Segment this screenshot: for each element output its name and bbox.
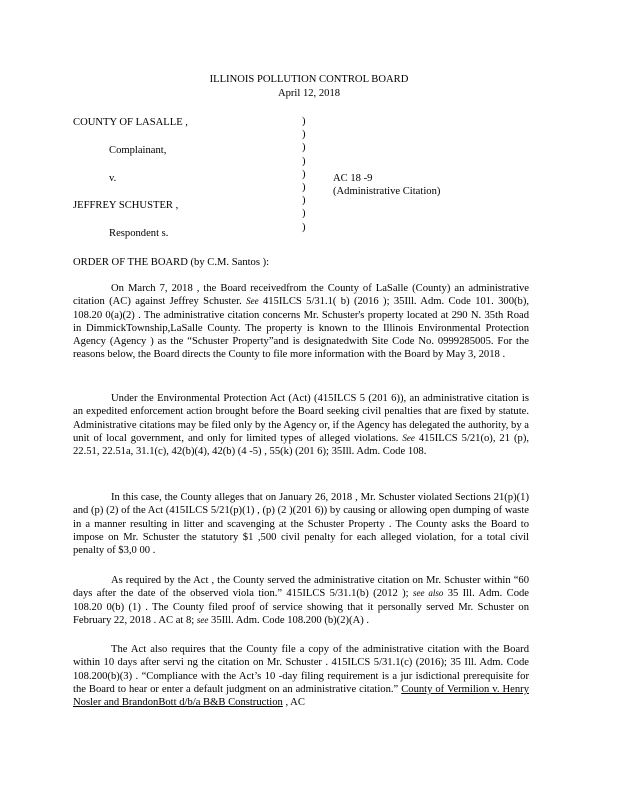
caption-paren: ) [302, 195, 306, 207]
caption-paren: ) [302, 129, 306, 141]
case-citation-dba: d/b/a B&B Construction [176, 697, 283, 709]
signal-see: see [196, 614, 209, 625]
text-run: The Act also requires that the County file a copy of the administrative citation with the Board within 10 days after servi ng the citation on Mr. Schuster . 415ILCS 5/31.1(c) (2016); 35 Ill. Adm. Code 108.200(b)(3) . “Compliance with the Act’s 10 -day filing requirement is a jur isdictional prerequisite for the Board to hear or enter a default judgment on an administrative citation.” [73, 644, 529, 695]
caption-paren: ) [302, 116, 306, 127]
signal-see: See [246, 296, 259, 307]
versus-label: v. [109, 173, 117, 184]
signal-see: See [402, 432, 415, 443]
text-run: 415ILCS 5/31.1( b) (2016 ); 35Ill. Adm. Code 101. 300(b), 108.20 0(a)(2) . The administrative citation concerns Mr. Schuster's property located at 290 N. 35th Road in DimmickTownship,LaSalle County. The property is known to the Illinois Environmental Protection Agency (Agency ) as the “Schuster Property”and is designatedwith Site Code No. 0999285005. For the reasons below, the Board directs the County to file more information with the Board by May 3, 2018 . [73, 296, 529, 361]
caption-paren: ) [302, 208, 306, 220]
text-run: , AC [282, 697, 305, 709]
order-heading: ORDER OF THE BOARD (by C.M. Santos ): [73, 257, 270, 268]
caption-paren: ) [302, 155, 306, 167]
paragraph-allegations [73, 491, 529, 557]
text-run: In this case, the County alleges that on January 26, 2018 , Mr. Schuster violated Sections 21(p)(1) and (p) (2) of the Act (415ILCS 5/21(p)(1) , (p) (2 )(201 6)) by causing or allowing open dumping of waste in a manner resulting in litter and scavenging at the Schuster Property . The County asks the Board to impose on Mr. Schuster the statutory $1 ,500 civil penalty for each alleged violation, for a total civil penalty of $3,0 00 . [73, 492, 529, 557]
caption-paren: ) [302, 221, 306, 233]
complainant-name: COUNTY OF LASALLE , [73, 117, 188, 128]
complainant-role: Complainant, [109, 145, 167, 156]
signal-see-also: see also [412, 588, 444, 599]
text-run: 35Ill. Adm. Code 108.200 (b)(2)(A) . [208, 614, 370, 626]
text-run: 35 Ill. Adm. Code 108.20 0(b) (1) . The County filed proof of service showing that it personally served Mr. Schuster on February 22, 2018 . AC at 8; [73, 588, 529, 626]
caption-paren: ) [302, 142, 306, 154]
respondent-role: Respondent s. [109, 228, 169, 239]
text-run: As required by the Act , the County served the administrative citation on Mr. Schuster within “60 days after the date of the observed viola tion.” 415ILCS 5/31.1(b) (2012 ); [73, 575, 529, 600]
docket-number: AC 18 -9 [333, 173, 373, 184]
order-date: April 12, 2018 [277, 88, 341, 99]
caption-divider [302, 115, 312, 234]
paragraph-act [73, 392, 529, 458]
docket-type: (Administrative Citation) [333, 186, 441, 197]
text-run: On March 7, 2018 , the Board receivedfrom the County of LaSalle (County) an administrative citation (AC) against Jeffrey Schuster. [73, 283, 529, 308]
case-citation: County of Vermilion v. Henry Nosler and BrandonBott [73, 683, 529, 709]
caption-paren: ) [302, 168, 306, 180]
paragraph-filing [73, 643, 529, 709]
respondent-name: JEFFREY SCHUSTER , [73, 200, 179, 211]
paragraph-intro [73, 282, 529, 362]
caption-paren: ) [302, 181, 306, 193]
paragraph-service [73, 574, 529, 627]
text-run: 415ILCS 5/21(o), 21 (p), 22.51, 22.51a, 31.1(c), 42(b)(4), 42(b) (4 -5) , 55(k) (201 6); 35Ill. Adm. Code 108. [73, 432, 529, 458]
text-run: Under the Environmental Protection Act (Act) (415ILCS 5 (201 6)), an administrative citation is an expedited enforcement action brought before the Board seeking civil penalties that are fixed by statute. Administrative citations may be filed only by the Agency or, if the Agency has delegated the authority, by a unit of local government, and only for limited types of alleged violations. [73, 393, 529, 444]
board-title: ILLINOIS POLLUTION CONTROL BOARD [209, 74, 409, 85]
